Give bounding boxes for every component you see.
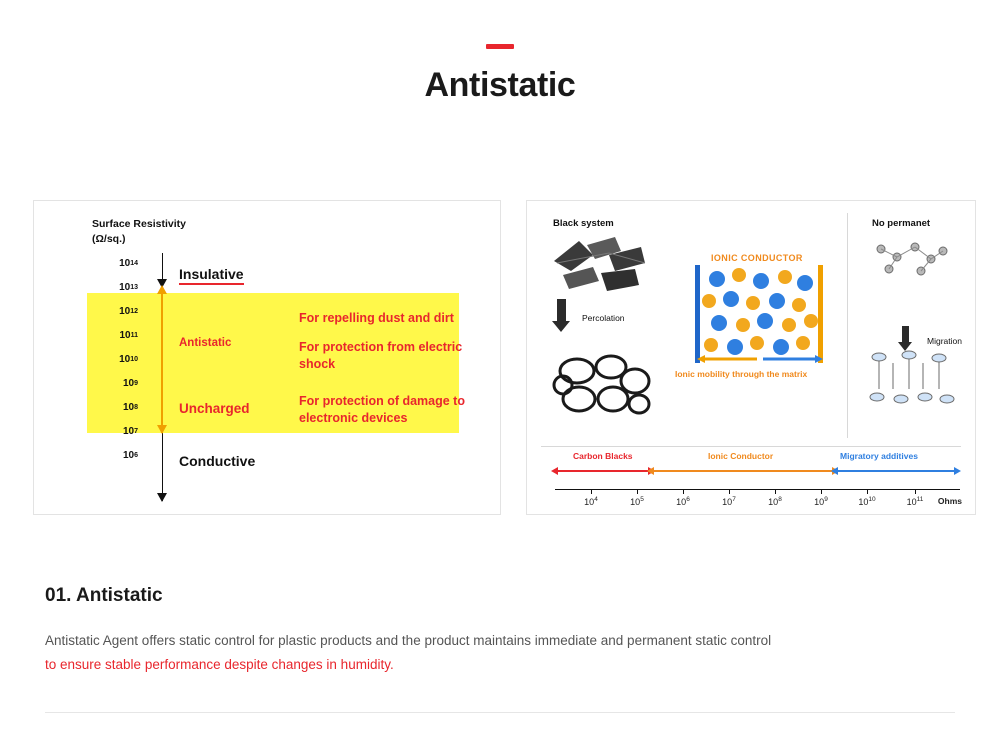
tick-label: 10 9 — [122, 377, 138, 389]
additive-molecules-icon — [867, 237, 957, 281]
label-migration: Migration — [927, 336, 962, 346]
zone-label-conductive: Conductive — [179, 453, 256, 469]
panel-title-black-system: Black system — [553, 218, 614, 229]
label-percolation: Percolation — [582, 313, 625, 323]
tick-label: 10 7 — [122, 425, 138, 437]
section-body — [45, 629, 955, 676]
arrow-down-icon — [157, 425, 167, 434]
zone-label-insulative: Insulative — [179, 266, 244, 282]
zone-label-antistatic: Antistatic — [179, 337, 232, 349]
section-antistatic — [45, 585, 955, 676]
note-electric-shock: For protection from electric shock — [299, 340, 463, 371]
resistivity-ticks — [90, 251, 150, 467]
figure-conductivity-mechanisms — [526, 200, 976, 515]
range-bar-migratory-additives — [837, 470, 955, 472]
note-repelling-dust: For repelling dust and dirt — [299, 311, 454, 325]
figure-row — [33, 200, 977, 515]
accent-bar-icon — [486, 44, 514, 49]
bottom-divider — [45, 712, 955, 713]
range-label-migratory-additives: Migratory additives — [840, 451, 918, 461]
percolation-arrow-icon — [557, 299, 566, 321]
tick-label: 10 13 — [119, 281, 138, 293]
range-label-carbon-blacks: Carbon Blacks — [573, 451, 633, 461]
tick-label: 10 8 — [122, 401, 138, 413]
figure-resistivity-scale — [33, 200, 501, 515]
antistatic-range-line — [161, 293, 163, 433]
carbon-black-flakes-icon — [549, 233, 659, 303]
label-ionic-mobility: Ionic mobility through the matrix — [675, 369, 808, 379]
tick-label: 10 14 — [119, 257, 138, 269]
migrated-additives-icon — [865, 349, 959, 409]
migration-arrow-icon — [902, 326, 909, 342]
tick-label: 10 11 — [119, 329, 138, 341]
tick-label: 10 10 — [119, 353, 138, 365]
percolation-network-icon — [549, 349, 659, 419]
tick-label: 10 6 — [122, 449, 138, 461]
axis-label: Surface Resistivity (Ω/sq.) — [92, 218, 186, 246]
resistivity-range-chart — [545, 451, 960, 511]
page-header — [0, 0, 1000, 104]
range-bar-carbon-blacks — [557, 470, 649, 472]
page-title: Antistatic — [424, 66, 576, 104]
arrow-up-icon — [157, 285, 167, 294]
range-label-ionic-conductor: Ionic Conductor — [708, 451, 774, 461]
range-bar-ionic-conductor — [653, 470, 833, 472]
arrow-down-icon — [157, 493, 167, 502]
ion-particles-icon — [695, 265, 825, 365]
section-heading: 01. Antistatic — [45, 585, 163, 606]
scale-tick-labels: $10^4$ $10^5$ $10^6$ $10^7$ $10^8$ $10^9$ $10^{10}$ $10^{11}$ Ohms — [555, 489, 960, 509]
ion-mobility-arrows-icon — [695, 351, 825, 367]
tick-label: 10 12 — [119, 305, 138, 317]
scale-divider — [541, 446, 961, 447]
zone-label-uncharged: Uncharged — [179, 401, 250, 416]
section-body-line1: Antistatic Agent offers static control for plastic products and the product maintains immediate and permanent static control — [45, 633, 772, 648]
section-body-line2: to ensure stable performance despite changes in humidity. — [45, 656, 394, 672]
note-electronic-devices: For protection of damage to electronic devices — [299, 394, 465, 425]
panel-divider — [847, 213, 848, 438]
scale-unit-label: Ohms — [937, 496, 962, 506]
panel-title-no-permanent: No permanet — [872, 218, 931, 229]
label-ionic-conductor: IONIC CONDUCTOR — [711, 253, 803, 263]
